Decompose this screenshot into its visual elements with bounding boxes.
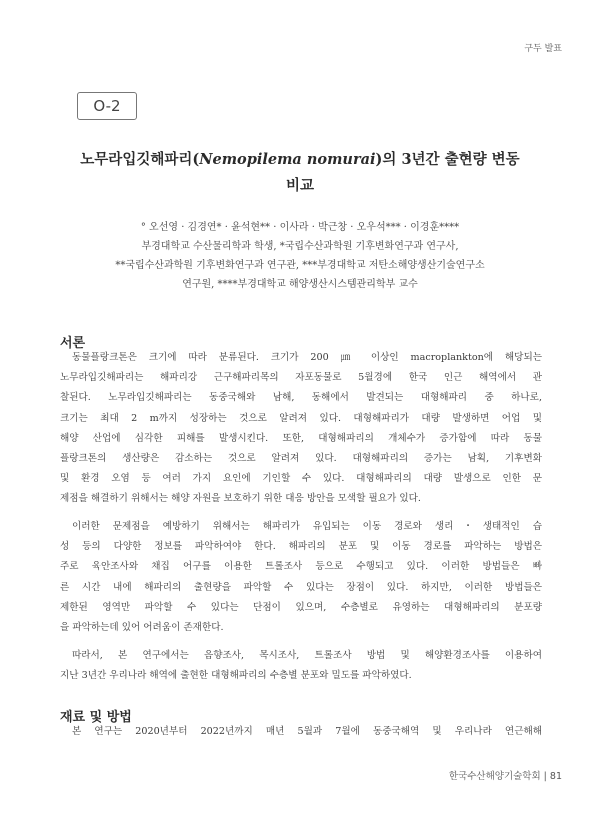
section-heading-methods: 재료 및 방법 bbox=[60, 710, 132, 725]
title-species: Nemopilema nomurai bbox=[199, 151, 376, 168]
page-footer: 한국수산해양기술학회 | 81 bbox=[448, 771, 562, 782]
paragraph-line: 주로 육안조사와 채집 어구를 이용한 트롤조사 등으로 수행되고 있다. 이러한 방법들은 빠 bbox=[60, 561, 542, 573]
paragraph-line: 플랑크톤의 생산량은 감소하는 것으로 알려져 있다. 대형해파리의 증가는 남획, 기후변화 bbox=[60, 453, 542, 465]
paragraph-line: 성 등의 다양한 정보를 파악하여야 한다. 해파리의 분포 및 이동 경로를 파악하는 방법은 bbox=[60, 541, 542, 553]
section-heading-intro: 서론 bbox=[60, 336, 86, 351]
paragraph-line: 을 파악하는데 있어 어려움이 존재한다. bbox=[60, 622, 224, 634]
paragraph-line: 제한된 영역만 파악할 수 있다는 단점이 있으며, 수층별로 유영하는 대형해파리의 분포량 bbox=[60, 601, 542, 613]
paragraph-line: 이러한 문제점을 예방하기 위해서는 해파리가 유입되는 이동 경로와 생리・생태적인 습 bbox=[72, 521, 542, 532]
title-line-1 bbox=[60, 147, 540, 173]
title-line-2: 비교 bbox=[285, 177, 314, 194]
paragraph-line: 찰된다. 노무라입깃해파리는 동중국해와 남해, 동해에서 발견되는 대형해파리 중 하나로, bbox=[60, 392, 542, 404]
paragraph-line: 크기는 최대 2 m까지 성장하는 것으로 알려져 있다. 대형해파리가 대량 발생하면 어업 및 bbox=[60, 412, 542, 424]
affiliation-line-1: 부경대학교 수산물리학과 학생, *국립수산과학원 기후변화연구과 연구사, bbox=[141, 241, 459, 252]
presentation-code-box bbox=[77, 92, 137, 120]
paragraph-intro-3 bbox=[60, 646, 542, 686]
paragraph-line: 해양 산업에 심각한 피해를 발생시킨다. 또한, 대형해파리의 개체수가 증가함에 따라 동물 bbox=[60, 432, 542, 444]
paragraph-line: 본 연구는 2020년부터 2022년까지 매년 5월과 7월에 동중국해역 및 우리나라 연근해해 bbox=[72, 726, 542, 737]
paragraph-methods-1 bbox=[60, 722, 542, 742]
title-post: )의 3년간 출현량 변동 bbox=[375, 151, 520, 168]
paragraph-line: 지난 3년간 우리나라 해역에 출현한 대형해파리의 수층별 분포와 밀도를 파악하였다. bbox=[60, 670, 412, 682]
paragraph-intro-1 bbox=[60, 348, 542, 510]
affiliation-line-3: 연구원, ****부경대학교 해양생산시스템관리학부 교수 bbox=[182, 279, 418, 290]
paragraph-line: 동물플랑크톤은 크기에 따라 분류된다. 크기가 200 ㎛ 이상인 macroplankton에 해당되는 bbox=[72, 352, 542, 363]
title-pre: 노무라입깃해파리( bbox=[80, 151, 200, 168]
paragraph-line: 및 환경 오염 등 여러 가지 요인에 기인할 수 있다. 대형해파리의 대량 발생으로 인한 문 bbox=[60, 473, 542, 485]
author-names: ° 오선영 · 김경연* · 윤석현** · 이사라 · 박근창 · 오우석*** · 이경훈**** bbox=[140, 222, 460, 233]
paper-title bbox=[60, 147, 540, 199]
author-block bbox=[60, 218, 540, 294]
affiliation-line-2: **국립수산과학원 기후변화연구과 연구관, ***부경대학교 저탄소해양생산기술연구소 bbox=[115, 260, 485, 271]
section-header-tag: 구두 발표 bbox=[524, 44, 562, 54]
paragraph-line: 제점을 해결하기 위해서는 해양 자원을 보호하기 위한 대응 방안을 모색할 필요가 있다. bbox=[60, 493, 421, 505]
paragraph-line: 따라서, 본 연구에서는 음향조사, 목시조사, 트롤조사 방법 및 해양환경조사를 이용하여 bbox=[72, 650, 542, 661]
paragraph-line: 노무라입깃해파리는 해파리강 근구해파리목의 자포동물로 5월경에 한국 인근 해역에서 관 bbox=[60, 372, 542, 384]
paragraph-intro-2 bbox=[60, 517, 542, 638]
paragraph-line: 른 시간 내에 해파리의 출현량을 파악할 수 있다는 장점이 있다. 하지만, 이러한 방법들은 bbox=[60, 581, 542, 593]
presentation-code: O-2 bbox=[93, 97, 121, 115]
